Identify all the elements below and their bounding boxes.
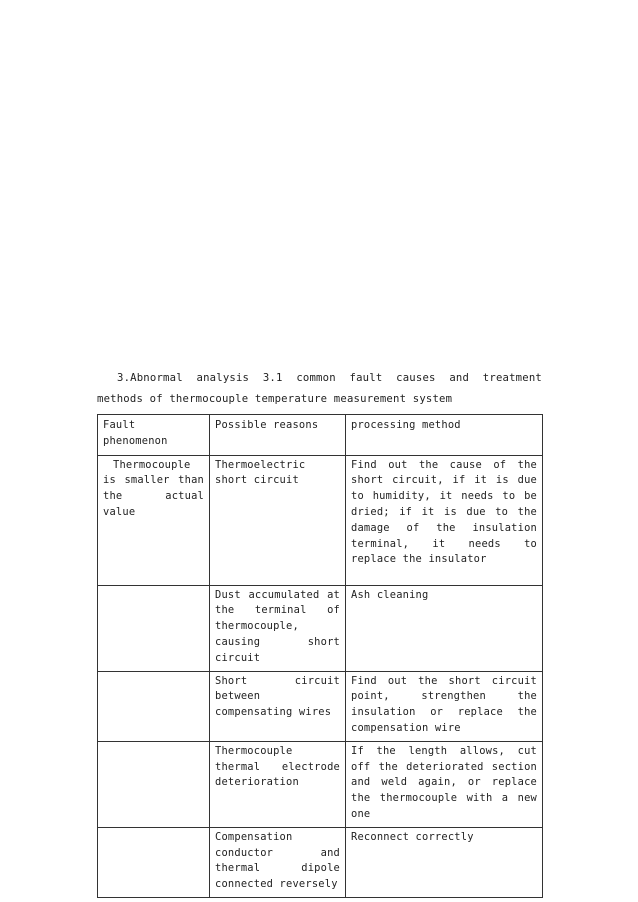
fault-analysis-table bbox=[97, 414, 543, 898]
table-row bbox=[98, 455, 543, 585]
method-cell: Find out the short circuit point, strengthen the insulation or replace the compensation wire bbox=[346, 671, 543, 741]
table-header-row bbox=[98, 415, 543, 456]
reason-cell: Compensation conductor and thermal dipole connected reversely bbox=[210, 827, 346, 897]
method-cell: Find out the cause of the short circuit, if it is due to humidity, it needs to be dried; if it is due to the damage of the insulation terminal, it needs to replace the insulator bbox=[346, 455, 543, 585]
table-row bbox=[98, 585, 543, 671]
empty-phenomenon-cell bbox=[98, 671, 210, 741]
empty-phenomenon-cell bbox=[98, 585, 210, 671]
table-row bbox=[98, 741, 543, 827]
header-possible-reasons: Possible reasons bbox=[210, 415, 346, 456]
empty-phenomenon-cell bbox=[98, 741, 210, 827]
header-processing-method: processing method bbox=[346, 415, 543, 456]
reason-cell: Dust accumulated at the terminal of thermocouple, causing short circuit bbox=[210, 585, 346, 671]
empty-phenomenon-cell bbox=[98, 827, 210, 897]
reason-cell: Thermocouple thermal electrode deterioration bbox=[210, 741, 346, 827]
table-row bbox=[98, 827, 543, 897]
method-cell: Reconnect correctly bbox=[346, 827, 543, 897]
reason-cell: Thermoelectric short circuit bbox=[210, 455, 346, 585]
method-cell: If the length allows, cut off the deteriorated section and weld again, or replace the thermocouple with a new one bbox=[346, 741, 543, 827]
header-fault-phenomenon: Fault phenomenon bbox=[98, 415, 210, 456]
section-heading: 3.Abnormal analysis 3.1 common fault causes and treatment methods of thermocouple temperature measurement system bbox=[97, 372, 542, 405]
method-cell: Ash cleaning bbox=[346, 585, 543, 671]
reason-cell: Short circuit between compensating wires bbox=[210, 671, 346, 741]
table-row bbox=[98, 671, 543, 741]
fault-phenomenon-cell: Thermocouple is smaller than the actual value bbox=[98, 455, 210, 585]
